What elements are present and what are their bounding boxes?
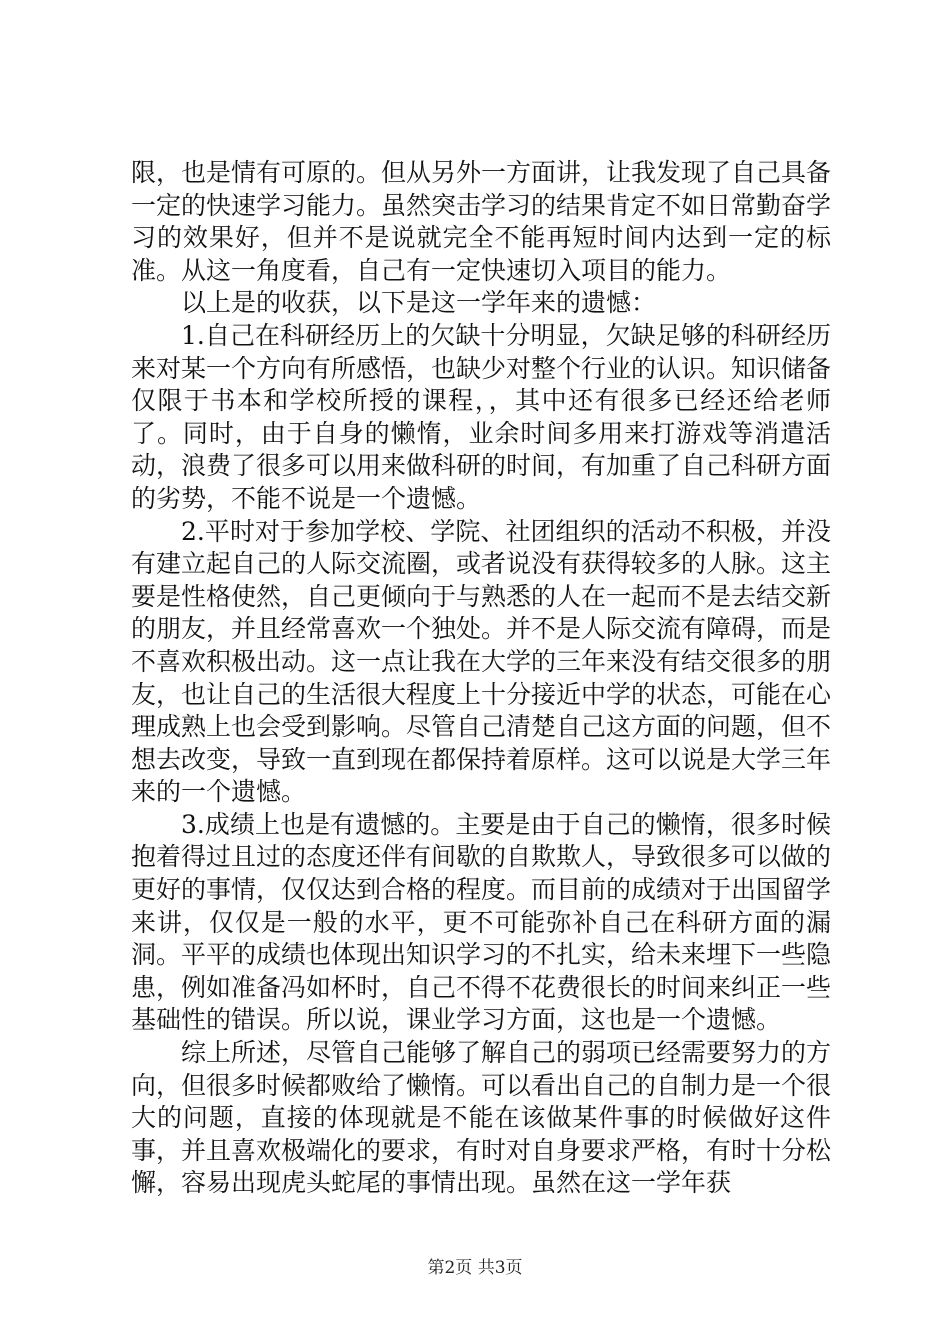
paragraph-regret-3: 3.成绩上也是有遗憾的。主要是由于自己的懒惰，很多时候抱着得过且过的态度还伴有间歇的自欺欺人，导致很多可以做的更好的事情，仅仅达到合格的程度。而目前的成绩对于出国留学来讲，仅仅是一般的水平，更不可能弥补自己在科研方面的漏洞。平平的成绩也体现出知识学习的不扎实，给未来埋下一些隐患，例如准备冯如杯时，自己不得不花费很长的时间来纠正一些基础性的错误。所以说，课业学习方面，这也是一个遗憾。 xyxy=(131,809,832,1035)
paragraph-transition: 以上是的收获，以下是这一学年来的遗憾： xyxy=(181,288,657,318)
body-text xyxy=(131,157,831,1200)
paragraph-summary: 综上所述，尽管自己能够了解自己的弱项已经需要努力的方向，但很多时候都败给了懒惰。可以看出自己的自制力是一个很大的问题，直接的体现就是不能在该做某件事的时候做好这件事，并且喜欢极端化的要求，有时对自身要求严格，有时十分松懈，容易出现虎头蛇尾的事情出现。虽然在这一学年获 xyxy=(131,1038,832,1198)
paragraph-regret-1: 1.自己在科研经历上的欠缺十分明显，欠缺足够的科研经历来对某一个方向有所感悟，也缺少对整个行业的认识。知识储备仅限于书本和学校所授的课程，，其中还有很多已经还给老师了。同时，由于自身的懒惰，业余时间多用来打游戏等消遣活动，浪费了很多可以用来做科研的时间，有加重了自己科研方面的劣势，不能不说是一个遗憾。 xyxy=(131,320,832,513)
paragraph-regret-2: 2.平时对于参加学校、学院、社团组织的活动不积极，并没有建立起自己的人际交流圈，或者说没有获得较多的人脉。这主要是性格使然，自己更倾向于与熟悉的人在一起而不是去结交新的朋友，并且经常喜欢一个独处。并不是人际交流有障碍，而是不喜欢积极出动。这一点让我在大学的三年来没有结交很多的朋友，也让自己的生活很大程度上十分接近中学的状态，可能在心理成熟上也会受到影响。尽管自己清楚自己这方面的问题，但不想去改变，导致一直到现在都保持着原样。这可以说是大学三年来的一个遗憾。 xyxy=(131,516,832,807)
paragraph-continuation: 限，也是情有可原的。但从另外一方面讲，让我发现了自己具备一定的快速学习能力。虽然突击学习的结果肯定不如日常勤奋学习的效果好，但并不是说就完全不能再短时间内达到一定的标准。从这一角度看，自己有一定快速切入项目的能力。 xyxy=(131,158,832,285)
page-footer: 第2页 共3页 xyxy=(427,1258,523,1278)
